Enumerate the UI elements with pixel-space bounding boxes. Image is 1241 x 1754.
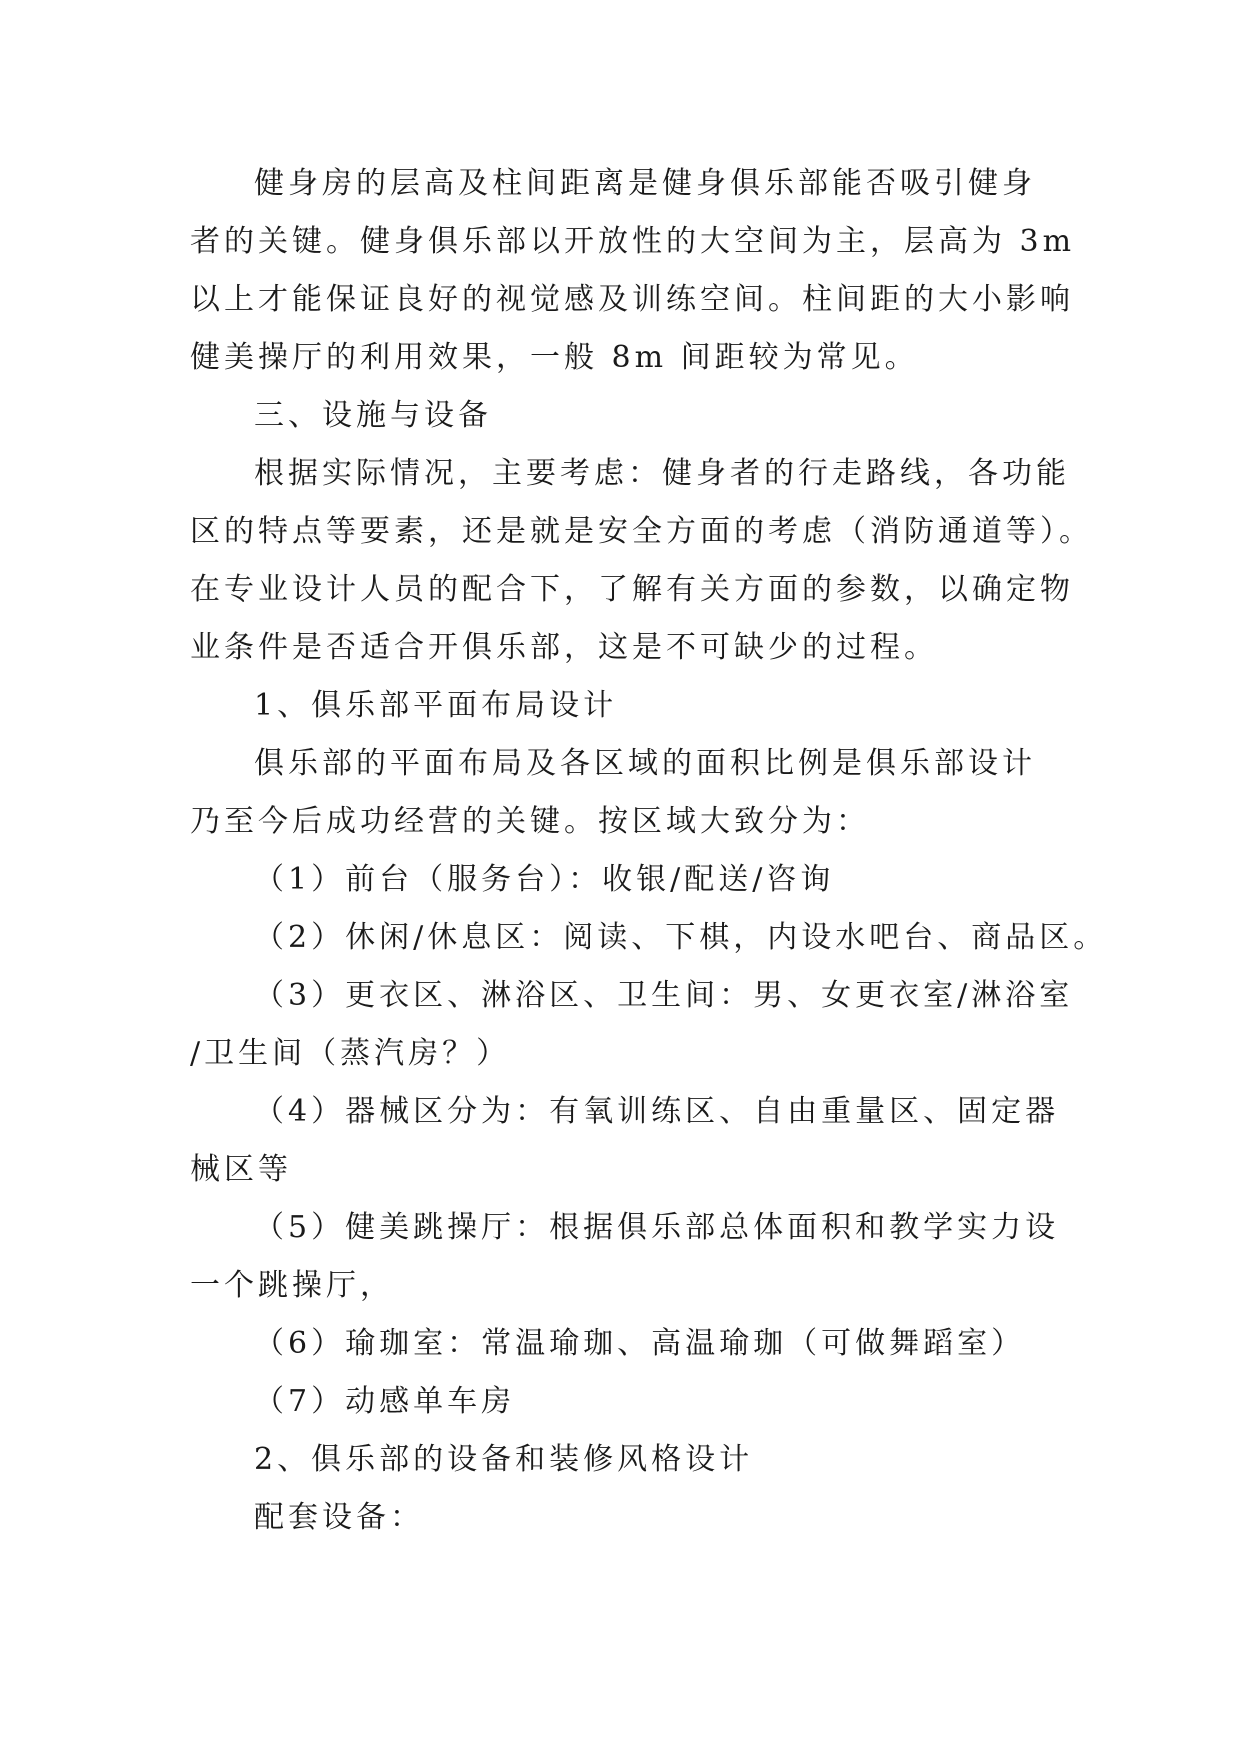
paragraph-line: 健身房的层高及柱间距离是健身俱乐部能否吸引健身 bbox=[254, 166, 1036, 201]
paragraph-line: 以上才能保证良好的视觉感及训练空间。柱间距的大小影响 bbox=[190, 282, 1074, 317]
list-item: （6）瑜珈室：常温瑜珈、高温瑜珈（可做舞蹈室） bbox=[254, 1326, 1026, 1361]
paragraph-line: 乃至今后成功经营的关键。按区域大致分为： bbox=[190, 804, 870, 839]
subsection-heading: 1、俱乐部平面布局设计 bbox=[254, 688, 618, 723]
paragraph-line: 区的特点等要素，还是就是安全方面的考虑（消防通道等）。 bbox=[190, 514, 1093, 549]
paragraph-line: 在专业设计人员的配合下，了解有关方面的参数，以确定物 bbox=[190, 572, 1074, 607]
subsection-heading: 2、俱乐部的设备和装修风格设计 bbox=[254, 1442, 754, 1477]
list-item: （5）健美跳操厅：根据俱乐部总体面积和教学实力设 bbox=[254, 1210, 1060, 1245]
list-item: （4）器械区分为：有氧训练区、自由重量区、固定器 bbox=[254, 1094, 1060, 1129]
list-item-continuation: 一个跳操厅， bbox=[190, 1268, 394, 1303]
paragraph-line: 健美操厅的利用效果，一般 8m 间距较为常见。 bbox=[190, 340, 919, 375]
paragraph-line: 者的关键。健身俱乐部以开放性的大空间为主，层高为 3m bbox=[190, 224, 1076, 259]
section-heading: 三、设施与设备 bbox=[254, 398, 492, 433]
list-item-continuation: /卫生间（蒸汽房？） bbox=[190, 1036, 511, 1071]
paragraph-line: 俱乐部的平面布局及各区域的面积比例是俱乐部设计 bbox=[254, 746, 1036, 781]
list-item-continuation: 械区等 bbox=[190, 1152, 292, 1187]
paragraph-line: 根据实际情况，主要考虑：健身者的行走路线，各功能 bbox=[254, 456, 1070, 491]
list-item: （3）更衣区、淋浴区、卫生间：男、女更衣室/淋浴室 bbox=[254, 978, 1074, 1013]
list-item: （1）前台（服务台）：收银/配送/咨询 bbox=[254, 862, 835, 897]
document-body bbox=[190, 155, 1108, 1547]
list-item: （2）休闲/休息区：阅读、下棋，内设水吧台、商品区。 bbox=[254, 920, 1108, 955]
paragraph-line: 配套设备： bbox=[254, 1500, 424, 1535]
list-item: （7）动感单车房 bbox=[254, 1384, 516, 1419]
paragraph-line: 业条件是否适合开俱乐部，这是不可缺少的过程。 bbox=[190, 630, 938, 665]
